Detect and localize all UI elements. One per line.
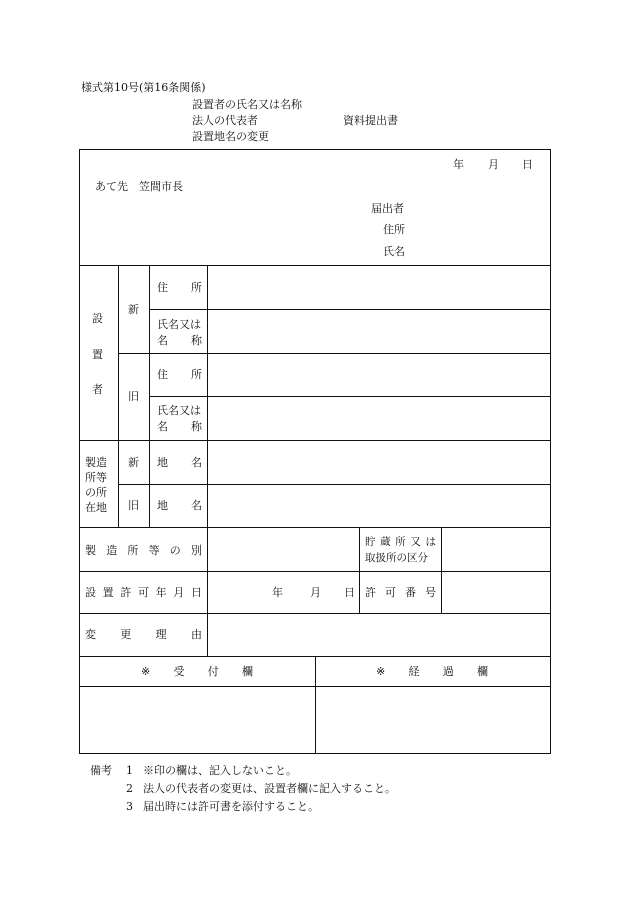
label-char: 者 bbox=[92, 383, 103, 396]
permit-year: 年 bbox=[272, 586, 283, 599]
change-reason-field[interactable] bbox=[208, 614, 550, 655]
label-char: 年 bbox=[155, 586, 167, 599]
location-new-place-field[interactable] bbox=[208, 441, 550, 483]
reception-field bbox=[80, 687, 314, 753]
label-char: 過 bbox=[442, 665, 454, 678]
location-old-place-label bbox=[157, 500, 202, 511]
label-char: 月 bbox=[173, 586, 185, 599]
label-char: 日 bbox=[190, 586, 202, 599]
installer-new-name-label-2 bbox=[157, 335, 202, 346]
label-char: 所 bbox=[395, 536, 406, 548]
installer-new-name-field[interactable] bbox=[208, 310, 550, 352]
submitter-name-label: 氏名 bbox=[383, 245, 405, 258]
installer-old-label: 旧 bbox=[128, 390, 139, 403]
label-char: 別 bbox=[190, 544, 202, 557]
label-char: 受 bbox=[173, 665, 185, 678]
label-char: 住 bbox=[157, 281, 168, 294]
label-char: 名 bbox=[157, 420, 168, 433]
label-line: 所等 bbox=[85, 471, 107, 484]
label-char: 許 bbox=[365, 586, 376, 599]
label-char: ※ bbox=[376, 665, 386, 678]
label-char: 地 bbox=[157, 456, 168, 469]
label-char: 可 bbox=[385, 586, 396, 599]
label-char: 住 bbox=[157, 368, 168, 381]
installer-old-name-field[interactable] bbox=[208, 397, 550, 439]
change-reason-label bbox=[85, 629, 202, 640]
progress-label bbox=[376, 666, 488, 677]
storage-category-label bbox=[365, 537, 436, 548]
label-char: は bbox=[425, 536, 436, 548]
title-suffix: 資料提出書 bbox=[343, 114, 398, 127]
installer-new-label: 新 bbox=[128, 303, 139, 316]
submitter-name-field[interactable] bbox=[410, 240, 545, 260]
col-divider bbox=[359, 527, 360, 613]
submitter-label: 届出者 bbox=[371, 202, 404, 215]
installer-group-label bbox=[92, 313, 103, 395]
form-number: 様式第10号(第16条関係) bbox=[81, 81, 206, 94]
submitter-address-field[interactable] bbox=[410, 218, 545, 238]
label-char: 置 bbox=[102, 586, 114, 599]
installer-new-address-label bbox=[157, 282, 202, 293]
installer-old-name-label-2 bbox=[157, 421, 202, 432]
permit-date-field[interactable] bbox=[208, 572, 358, 612]
installer-new-name-label: 氏名又は bbox=[157, 318, 201, 331]
label-char: の bbox=[169, 544, 181, 557]
label-char: 付 bbox=[207, 665, 219, 678]
label-char: 又 bbox=[410, 536, 421, 548]
submitter-address-label: 住所 bbox=[383, 223, 405, 236]
label-char: 名 bbox=[157, 334, 168, 347]
location-new-place-label bbox=[157, 457, 202, 468]
facility-category-label bbox=[85, 545, 202, 556]
label-char: ※ bbox=[141, 665, 151, 678]
label-char: 号 bbox=[425, 586, 436, 599]
installer-old-name-label: 氏名又は bbox=[157, 404, 201, 417]
location-new-label: 新 bbox=[128, 456, 139, 469]
date-day: 日 bbox=[522, 158, 533, 171]
date-month: 月 bbox=[488, 158, 499, 171]
label-char: 変 bbox=[85, 628, 96, 641]
location-old-label: 旧 bbox=[128, 499, 139, 512]
note-1-number: 1 bbox=[126, 764, 133, 777]
label-char: 称 bbox=[191, 420, 202, 433]
permit-day: 日 bbox=[344, 586, 355, 599]
location-group-label bbox=[85, 455, 107, 515]
label-char: 蔵 bbox=[380, 536, 391, 548]
label-line: 在地 bbox=[85, 501, 107, 514]
label-char: 経 bbox=[408, 665, 420, 678]
installer-new-address-field[interactable] bbox=[208, 266, 550, 308]
col-divider bbox=[118, 265, 119, 527]
date-month-field[interactable] bbox=[465, 155, 487, 173]
permit-number-field[interactable] bbox=[442, 572, 550, 612]
label-char: 理 bbox=[155, 628, 167, 641]
date-year: 年 bbox=[453, 158, 464, 171]
storage-category-field[interactable] bbox=[442, 528, 550, 570]
title-line-3: 設置地名の変更 bbox=[192, 130, 269, 143]
facility-category-field[interactable] bbox=[208, 528, 358, 570]
note-1-text: ※印の欄は、記入しないこと。 bbox=[143, 764, 297, 777]
col-divider bbox=[149, 265, 150, 527]
note-2-number: 2 bbox=[126, 782, 133, 795]
title-line-2: 法人の代表者 bbox=[192, 114, 258, 127]
title-line-1: 設置者の氏名又は名称 bbox=[192, 98, 302, 111]
label-char: 可 bbox=[137, 586, 149, 599]
permit-number-label bbox=[365, 587, 436, 598]
date-day-field[interactable] bbox=[500, 155, 520, 173]
label-char: 貯 bbox=[365, 536, 376, 548]
label-char: 名 bbox=[191, 499, 202, 512]
label-char: 設 bbox=[85, 586, 96, 599]
progress-field bbox=[316, 687, 550, 753]
label-char: 欄 bbox=[476, 665, 488, 678]
installer-old-address-field[interactable] bbox=[208, 354, 550, 395]
date-year-field[interactable] bbox=[415, 155, 451, 173]
label-char: 等 bbox=[148, 544, 160, 557]
label-char: 置 bbox=[92, 347, 103, 361]
label-char: 所 bbox=[127, 544, 139, 557]
notes-heading: 備考 bbox=[90, 764, 112, 777]
label-char: 所 bbox=[191, 368, 202, 381]
label-char: 造 bbox=[106, 544, 118, 557]
label-char: 由 bbox=[190, 628, 202, 641]
label-char: 設 bbox=[92, 312, 103, 325]
permit-date-label bbox=[85, 587, 202, 598]
label-char: 番 bbox=[405, 586, 416, 599]
label-char: 製 bbox=[85, 544, 96, 557]
label-line: 製造 bbox=[85, 456, 107, 469]
label-char: 更 bbox=[120, 628, 132, 641]
label-char: 許 bbox=[120, 586, 132, 599]
label-char: 称 bbox=[191, 334, 202, 347]
note-3-text: 届出時には許可書を添付すること。 bbox=[143, 800, 319, 813]
permit-month: 月 bbox=[310, 586, 321, 599]
reception-label bbox=[141, 666, 253, 677]
label-char: 欄 bbox=[241, 665, 253, 678]
label-char: 所 bbox=[191, 281, 202, 294]
location-old-place-field[interactable] bbox=[208, 485, 550, 526]
label-char: 名 bbox=[191, 456, 202, 469]
note-3-number: 3 bbox=[126, 800, 133, 813]
installer-old-address-label bbox=[157, 369, 202, 380]
label-line: の所 bbox=[85, 486, 107, 499]
addressee: あて先 笠間市長 bbox=[95, 180, 183, 193]
label-char: 地 bbox=[157, 499, 168, 512]
note-2-text: 法人の代表者の変更は、設置者欄に記入すること。 bbox=[143, 782, 396, 795]
storage-category-label-2: 取扱所の区分 bbox=[365, 552, 428, 564]
